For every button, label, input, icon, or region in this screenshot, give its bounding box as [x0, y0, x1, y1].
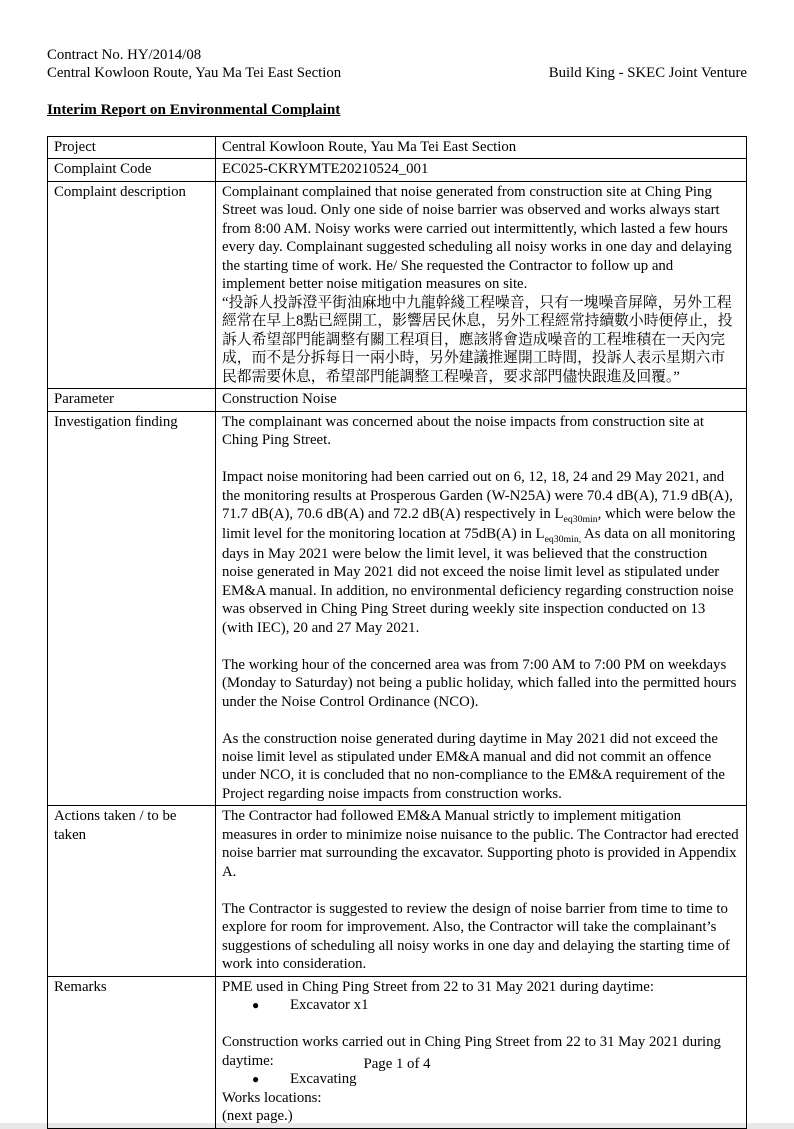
- table-row-investigation-finding: [48, 411, 747, 806]
- table-row-project: [48, 136, 747, 158]
- contract-number: Contract No. HY/2014/08: [47, 47, 202, 63]
- bullet-icon: ●: [252, 998, 260, 1013]
- paragraph-spacer: [222, 450, 739, 469]
- paragraph: Construction works carried out in Ching Ping Street from 22 to 31 May 2021 during daytime:: [222, 1034, 721, 1069]
- row-value: [216, 159, 747, 181]
- paragraph: Impact noise monitoring had been carried out on 6, 12, 18, 24 and 29 May 2021, and the monitoring results at Prosperous Garden (W-N25A) were 70.4 dB(A), 71.9 dB(A), 71.7 dB(A), 70.6 dB(A) and 72.2 dB(A) respectively in $L_{eq30min}$, which were below the limit level for the monitoring location at 75dB(A) in $L_{eq30min,}$ As data on all monitoring days in May 2021 were below the limit level, it was believed that the construction noise generated in May 2021 did not exceed the noise limit level as stipulated under EM&A manual. In addition, no environmental deficiency regarding construction noise was observed in Ching Ping Street during weekly site inspection conducted on 13 (with IEC), 20 and 27 May 2021.: [222, 469, 736, 636]
- row-label: Actions taken / to be taken: [48, 806, 216, 976]
- joint-venture-name: Build King - SKEC Joint Venture: [548, 65, 747, 82]
- row-value: [216, 389, 747, 411]
- paragraph: EC025-CKRYMTE20210524_001: [222, 161, 429, 178]
- paragraph: The complainant was concerned about the noise impacts from construction site at Ching Ping Street.: [222, 413, 704, 449]
- row-value: [216, 976, 747, 1128]
- paragraph-spacer: [222, 637, 739, 656]
- document-header: [47, 46, 747, 83]
- row-label: Project: [48, 136, 216, 158]
- paragraph-spacer: [222, 1015, 739, 1034]
- paragraph-spacer: [222, 881, 739, 900]
- row-label: Parameter: [48, 389, 216, 411]
- paragraph: The working hour of the concerned area was from 7:00 AM to 7:00 PM on weekdays (Monday to Saturday) not being a public holiday, which falled into the permitted hours under the Noise Control Ordinance (NCO).: [222, 656, 737, 710]
- paragraph: Construction Noise: [222, 391, 337, 408]
- table-row-complaint-description: [48, 181, 747, 388]
- report-title: Interim Report on Environmental Complaint: [47, 100, 341, 118]
- bullet-item: [222, 1070, 739, 1089]
- paragraph: “投訴人投訴澄平街油麻地中九龍幹綫工程噪音，只有一塊噪音屏障，另外工程經常在早上8點已經開工，影響居民休息，另外工程經常持續數小時便停止，投訴人希望部門能調整有關工程項目，應該將會造成噪音的工程堆積在一天內完成，而不是分拆每日一兩小時，另外建議推遲開工時間，投訴人表示星期六市民都需要休息，希望部門能調整工程噪音，要求部門儘快跟進及回覆。”: [222, 294, 733, 385]
- row-label: Remarks: [48, 976, 216, 1128]
- paragraph: (next page.): [222, 1108, 293, 1125]
- table-row-parameter: [48, 389, 747, 411]
- row-value: [216, 806, 747, 976]
- bullet-text: Excavating: [290, 1071, 357, 1088]
- project-section-line: Central Kowloon Route, Yau Ma Tei East Section: [47, 65, 342, 82]
- bullet-text: Excavator x1: [290, 997, 369, 1014]
- row-label: Investigation finding: [48, 411, 216, 806]
- page-number: Page 1 of 4: [363, 1055, 431, 1072]
- paragraph: The Contractor is suggested to review the design of noise barrier from time to time to explore for room for improvement. Also, the Contractor will take the complainant’s suggestions of scheduling all noisy works in one day and delaying the starting time of work into consideration.: [222, 900, 730, 973]
- table-row-actions-taken: [48, 806, 747, 976]
- paragraph: PME used in Ching Ping Street from 22 to 31 May 2021 during daytime:: [222, 978, 654, 995]
- table-row-remarks: [48, 976, 747, 1128]
- header-left: [47, 46, 341, 83]
- row-value: [216, 411, 747, 806]
- bullet-icon: ●: [252, 1072, 260, 1087]
- row-label: Complaint description: [48, 181, 216, 388]
- row-value: [216, 181, 747, 388]
- row-label: Complaint Code: [48, 159, 216, 181]
- paragraph: Complainant complained that noise generated from construction site at Ching Ping Street was loud. Only one side of noise barrier was observed and works always start from 8:00 AM. Noisy works were carried out intermittently, which lasted a few hours every day. Complainant suggested scheduling all noisy works in one day and delaying the starting time of work. He/ She requested the Contractor to follow up and implement better noise mitigation measures on site.: [222, 183, 732, 293]
- paragraph-spacer: [222, 711, 739, 730]
- complaint-table: [47, 136, 747, 1129]
- table-row-complaint-code: [48, 159, 747, 181]
- bullet-item: [222, 996, 739, 1015]
- paragraph: Works locations:: [222, 1089, 322, 1106]
- paragraph: Central Kowloon Route, Yau Ma Tei East Section: [222, 138, 517, 155]
- row-value: [216, 136, 747, 158]
- paragraph: As the construction noise generated during daytime in May 2021 did not exceed the noise limit level as stipulated under EM&A manual and did not commit an offence under NCO, it is concluded that no non-compliance to the EM&A requirement of the Project regarding noise impacts from construction works.: [222, 730, 725, 802]
- paragraph: The Contractor had followed EM&A Manual strictly to implement mitigation measures in order to minimize noise nuisance to the public. The Contractor had erected noise barrier mat surrounding the excavator. Supporting photo is provided in Appendix A.: [222, 808, 739, 880]
